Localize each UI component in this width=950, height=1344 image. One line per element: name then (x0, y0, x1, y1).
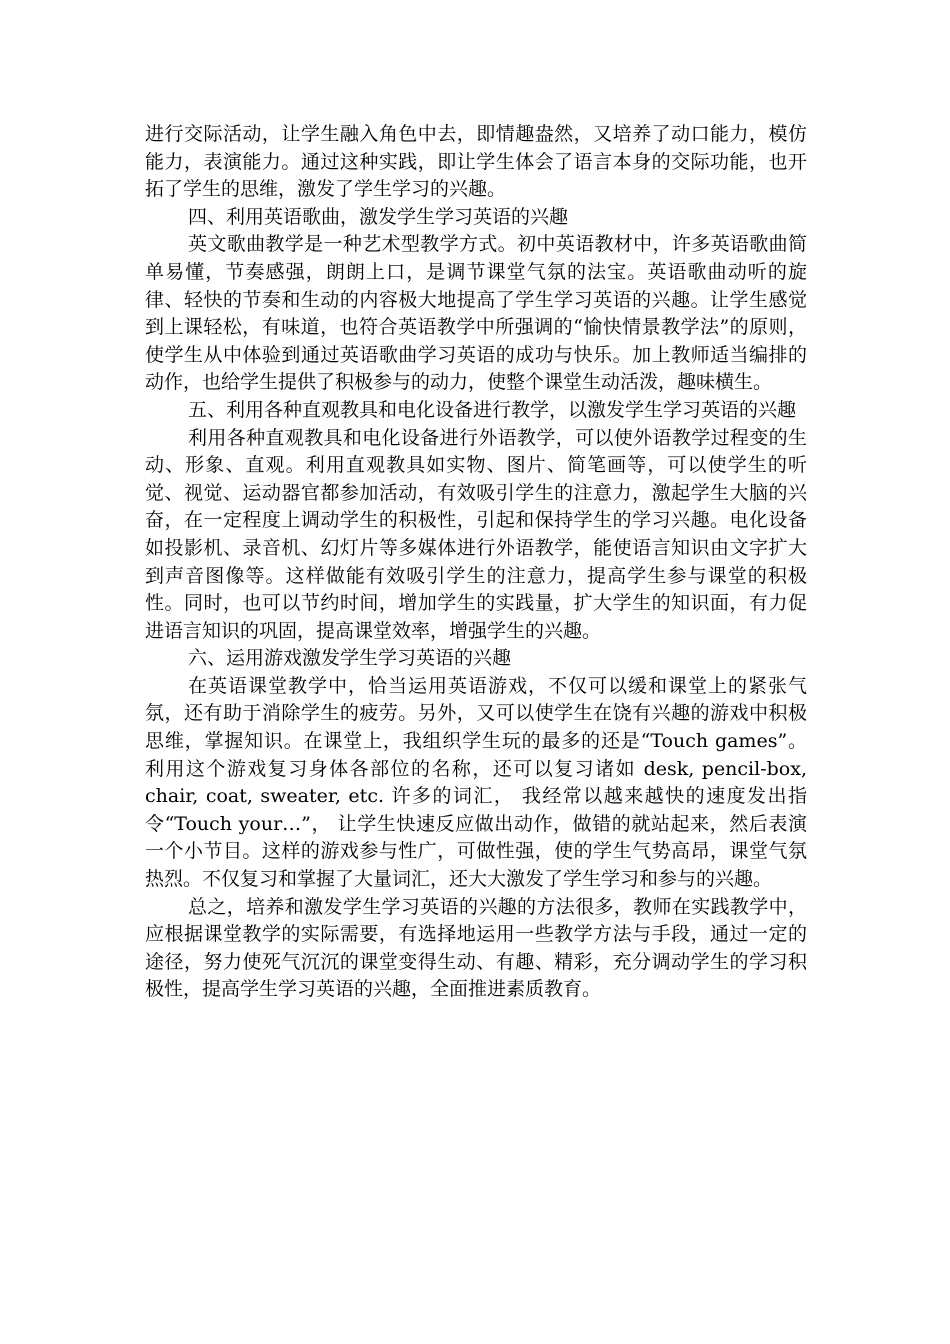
paragraph-games: 在英语课堂教学中，恰当运用英语游戏，不仅可以缓和课堂上的紧张气氛，还有助于消除学生的疲劳。另外，又可以使学生在饶有兴趣的游戏中积极思维，掌握知识。在课堂上，我组织学生玩的最多的还是“Touch games”。 利用这个游戏复习身体各部位的名称，还可以复习诸如 desk, pencil-box, chair, coat, sweater, etc. 许多的词汇， 我经常以越来越快的速度发出指令“Touch your…”， 让学生快速反应做出动作，做错的就站起来，然后表演一个小节目。这样的游戏参与性广，可做性强，使的学生气势高昂，课堂气氛热烈。不仅复习和掌握了大量词汇，还大大激发了学生学习和参与的兴趣。 (145, 674, 807, 891)
document-body (145, 121, 807, 1004)
section-heading-games: 六、运用游戏激发学生学习英语的兴趣 (188, 647, 512, 670)
section-heading-teaching-aids: 五、利用各种直观教具和电化设备进行教学，以激发学生学习英语的兴趣 (188, 398, 797, 421)
paragraph-teaching-aids: 利用各种直观教具和电化设备进行外语教学，可以使外语教学过程变的生动、形象、直观。利用直观教具如实物、图片、简笔画等，可以使学生的听觉、视觉、运动器官都参加活动，有效吸引学生的注意力，激起学生大脑的兴奋，在一定程度上调动学生的积极性，引起和保持学生的学习兴趣。电化设备如投影机、录音机、幻灯片等多媒体进行外语教学，能使语言知识由文字扩大到声音图像等。这样做能有效吸引学生的注意力，提高学生参与课堂的积极性。同时，也可以节约时间，增加学生的实践量，扩大学生的知识面，有力促进语言知识的巩固，提高课堂效率，增强学生的兴趣。 (145, 426, 807, 642)
paragraph-songs: 英文歌曲教学是一种艺术型教学方式。初中英语教材中，许多英语歌曲简单易懂，节奏感强，朗朗上口，是调节课堂气氛的法宝。英语歌曲动听的旋律、轻快的节奏和生动的内容极大地提高了学生学习英语的兴趣。让学生感觉到上课轻松，有味道，也符合英语教学中所强调的“愉快情景教学法”的原则，使学生从中体验到通过英语歌曲学习英语的成功与快乐。加上教师适当编排的动作，也给学生提供了积极参与的动力，使整个课堂生动活泼，趣味横生。 (145, 233, 807, 394)
paragraph-conclusion: 总之，培养和激发学生学习英语的兴趣的方法很多，教师在实践教学中，应根据课堂教学的实际需要，有选择地运用一些教学方法与手段，通过一定的途径，努力使死气沉沉的课堂变得生动、有趣、精彩，充分调动学生的学习积极性，提高学生学习英语的兴趣，全面推进素质教育。 (145, 895, 807, 1001)
section-heading-songs: 四、利用英语歌曲，激发学生学习英语的兴趣 (188, 205, 569, 228)
paragraph-intro-continued: 进行交际活动，让学生融入角色中去，即情趣盎然，又培养了动口能力，模仿能力，表演能力。通过这种实践，即让学生体会了语言本身的交际功能，也开拓了学生的思维，激发了学生学习的兴趣。 (145, 123, 807, 201)
